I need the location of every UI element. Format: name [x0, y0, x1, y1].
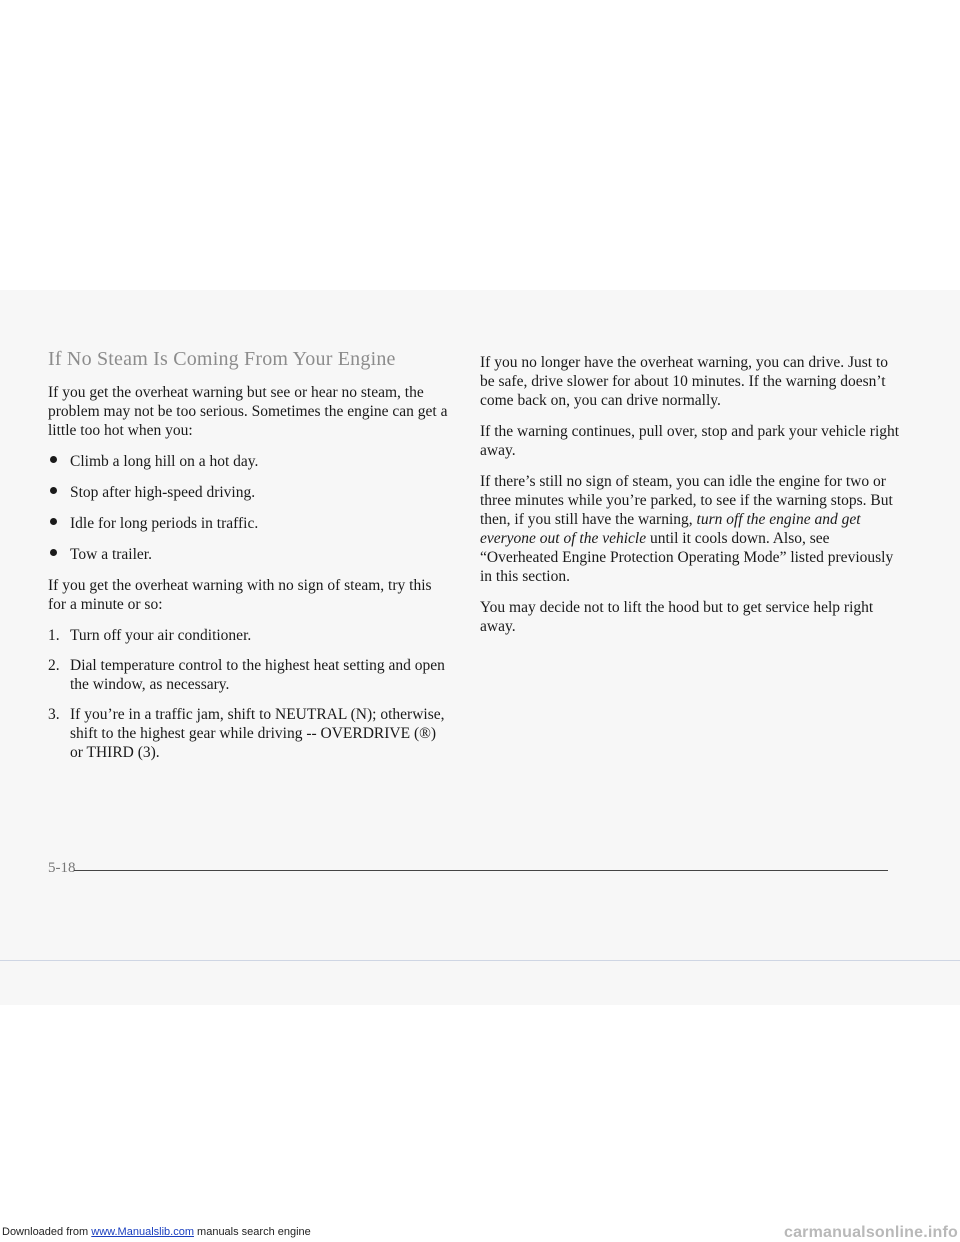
- footer-divider: [74, 870, 888, 871]
- right-column: [480, 353, 905, 648]
- step-item: 3. If you’re in a traffic jam, shift to NEUTRAL (N); otherwise, shift to the highest gear while driving -- OVERDRIVE (®) or THIRD (3).: [48, 706, 445, 761]
- paragraph-warning-continues: If the warning continues, pull over, stop and park your vehicle right away.: [480, 423, 900, 459]
- bullet-icon: [50, 456, 57, 463]
- paragraph-drive: If you no longer have the overheat warning, you can drive. Just to be safe, drive slower for about 10 minutes. If the warning doesn’t come back on, you can drive normally.: [480, 354, 889, 409]
- bullet-item: Idle for long periods in traffic.: [48, 514, 448, 533]
- intro-paragraph: If you get the overheat warning but see or hear no steam, the problem may not be too serious. Sometimes the engine can get a little too hot when you:: [48, 384, 448, 439]
- steps-intro-paragraph: If you get the overheat warning with no sign of steam, try this for a minute or so:: [48, 577, 432, 613]
- page-edge-divider: [0, 960, 960, 961]
- bullet-icon: [50, 518, 57, 525]
- page-number: 5-18: [48, 860, 76, 876]
- left-column: [48, 350, 448, 773]
- section-heading: If No Steam Is Coming From Your Engine: [48, 348, 396, 370]
- bullet-item: Stop after high-speed driving.: [48, 483, 448, 502]
- watermark: carmanualsonline.info: [783, 1224, 958, 1241]
- steps-list: [48, 626, 448, 762]
- download-attribution: Downloaded from www.Manualslib.com manuals search engine: [2, 1226, 311, 1238]
- step-item: 1. Turn off your air conditioner.: [48, 627, 252, 644]
- paragraph-service: You may decide not to lift the hood but to get service help right away.: [480, 599, 874, 635]
- step-item: 2. Dial temperature control to the highest heat setting and open the window, as necessary.: [48, 657, 445, 693]
- manualslib-link[interactable]: www.Manualslib.com: [91, 1226, 194, 1238]
- bullet-icon: [50, 487, 57, 494]
- bullet-icon: [50, 549, 57, 556]
- bullet-item: Climb a long hill on a hot day.: [48, 452, 448, 471]
- paragraph-idle-engine: If there’s still no sign of steam, you can idle the engine for two or three minutes while you’re parked, to see if the warning stops. But then, if you still have the warning, turn off the engine and get everyone out of the vehicle until it cools down. Also, see “Overheated Engine Protection Operating Mode” listed previously in this section.: [480, 473, 894, 585]
- bullet-list: [48, 452, 448, 564]
- bullet-item: Tow a trailer.: [48, 545, 448, 564]
